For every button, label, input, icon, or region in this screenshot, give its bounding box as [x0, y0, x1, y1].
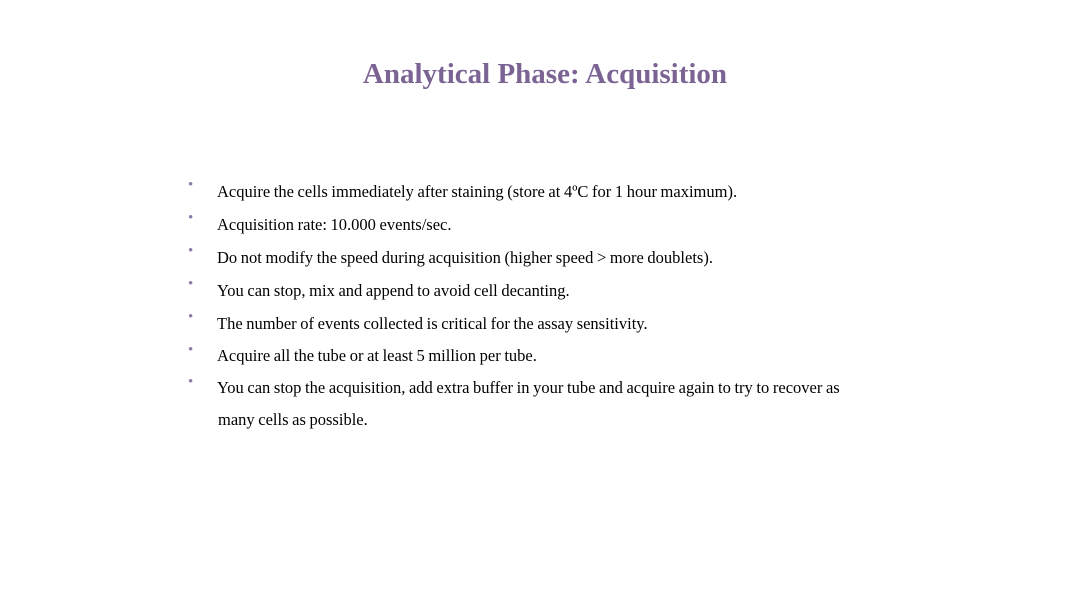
bullet-item-7: [186, 372, 946, 436]
bullet-dot-icon: •: [188, 210, 194, 226]
bullet-item-1: [186, 175, 946, 208]
bullet-text: You can stop the acquisition, add extra buffer in your tube and acquire again to try to recover as: [217, 378, 840, 397]
bullet-item-3: [186, 241, 946, 274]
bullet-text: Do not modify the speed during acquisition (higher speed > more doublets).: [217, 248, 713, 267]
bullet-text: Acquire the cells immediately after staining (store at 4ºC for 1 hour maximum).: [217, 182, 738, 201]
bullet-item-4: [186, 274, 946, 307]
bullet-item-6: [186, 340, 946, 372]
bullet-text-continuation: many cells as possible.: [218, 410, 368, 429]
bullet-text: Acquire all the tube or at least 5 million per tube.: [217, 346, 537, 365]
bullet-item-2: [186, 208, 946, 241]
bullet-dot-icon: •: [188, 374, 194, 390]
bullet-text: The number of events collected is critical for the assay sensitivity.: [217, 314, 648, 333]
bullet-list: [186, 175, 946, 436]
bullet-dot-icon: •: [188, 342, 194, 358]
bullet-text: You can stop, mix and append to avoid cell decanting.: [217, 281, 570, 300]
bullet-dot-icon: •: [188, 309, 194, 325]
bullet-dot-icon: •: [188, 243, 194, 259]
bullet-item-5: [186, 307, 946, 340]
bullet-text: Acquisition rate: 10.000 events/sec.: [217, 215, 452, 234]
bullet-dot-icon: •: [188, 276, 194, 292]
slide-title: Analytical Phase: Acquisition: [362, 58, 728, 90]
bullet-dot-icon: •: [188, 177, 194, 193]
